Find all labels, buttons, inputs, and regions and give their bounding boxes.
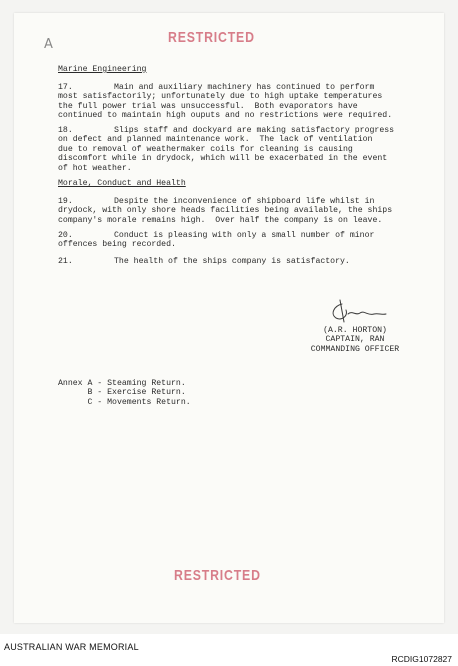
- paragraph-line: of hot weather.: [58, 163, 132, 173]
- annex-item: Annex A - Steaming Return.: [58, 379, 186, 388]
- signatory-rank: CAPTAIN, RAN: [325, 335, 385, 345]
- paragraph-number: 17.: [58, 83, 73, 92]
- paragraph-line: Conduct is pleasing with only a small number of minor: [114, 231, 375, 240]
- institution-name: AUSTRALIAN WAR MEMORIAL: [4, 642, 139, 652]
- paragraph-18: [58, 126, 394, 173]
- paragraph-line: discomfort while in drydock, which will be exacerbated in the event: [58, 154, 388, 164]
- paragraph-line: Despite the inconvenience of shipboard life whilst in: [114, 197, 375, 206]
- paragraph-line: offences being recorded.: [58, 240, 176, 250]
- document-page: [14, 13, 444, 623]
- paragraph-17: [58, 83, 392, 121]
- paragraph-line: Main and auxiliary machinery has continued to perform: [114, 83, 375, 92]
- signatory-title: COMMANDING OFFICER: [310, 344, 400, 354]
- record-id: RCDIG1072827: [391, 654, 452, 664]
- paragraph-21: [58, 257, 350, 266]
- paragraph-line: The health of the ships company is satisfactory.: [114, 257, 350, 266]
- signature-block: [300, 326, 410, 354]
- annex-item: B - Exercise Return.: [58, 388, 186, 398]
- signatory-name: (A.R. HORTON): [323, 326, 387, 335]
- paragraph-number: 19.: [58, 197, 73, 206]
- paragraph-line: on defect and planned maintenance work. The lack of ventilation: [58, 135, 373, 145]
- paragraph-line: continued to maintain high ouputs and no restrictions were required.: [58, 111, 393, 121]
- paragraph-number: 21.: [58, 257, 73, 266]
- paragraph-line: Slips staff and dockyard are making satisfactory progress: [114, 126, 395, 135]
- paragraph-20: [58, 231, 374, 250]
- archive-footer: [0, 634, 458, 666]
- annex-list: [58, 379, 191, 407]
- paragraph-line: company's morale remains high. Over half the company is on leave.: [58, 215, 383, 225]
- section-heading-morale: Morale, Conduct and Health: [58, 179, 186, 188]
- paragraph-line: drydock, with only shore heads facilities being available, the ships: [58, 206, 393, 216]
- paragraph-19: [58, 197, 392, 225]
- restricted-stamp-top: RESTRICTED: [168, 29, 255, 46]
- paragraph-number: 20.: [58, 231, 73, 240]
- handwritten-signature: [320, 296, 390, 330]
- paragraph-line: the full power trial was unsuccessful. Both evaporators have: [58, 101, 358, 111]
- pencil-annotation: A: [44, 37, 53, 52]
- paragraph-line: due to removal of weathermaker coils for cleaning is causing: [58, 144, 353, 154]
- annex-item: C - Movements Return.: [58, 397, 191, 407]
- restricted-stamp-bottom: RESTRICTED: [174, 567, 261, 584]
- paragraph-line: most satisfactorily; unfortunately due to high uptake temperatures: [58, 92, 383, 102]
- section-heading-marine-engineering: Marine Engineering: [58, 65, 147, 74]
- paragraph-number: 18.: [58, 126, 73, 135]
